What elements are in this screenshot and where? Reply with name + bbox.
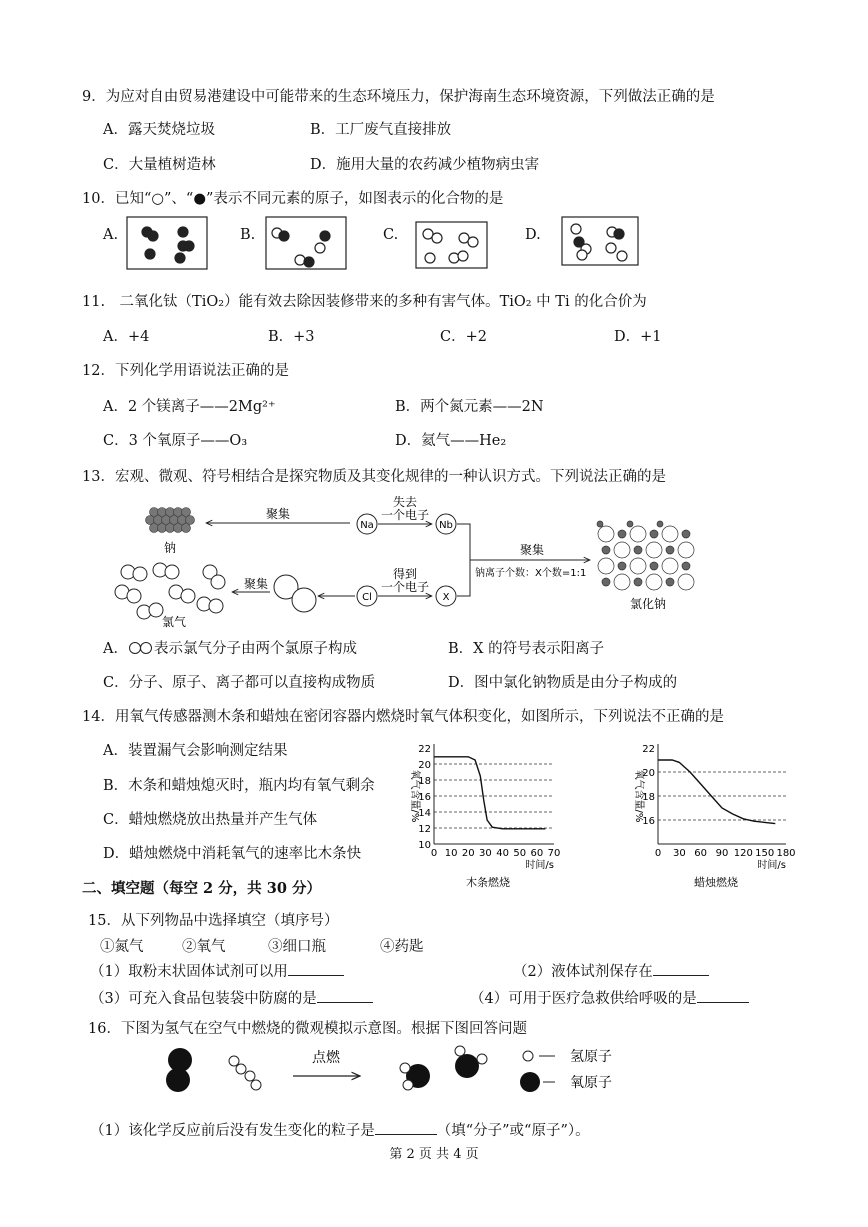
q16-answer-blank-1[interactable] (375, 1122, 437, 1135)
q15-item-4: ④药匙 (380, 939, 424, 955)
x-tick-label: 40 (496, 848, 509, 859)
q9-option-a: A．露天焚烧垃圾 (103, 122, 215, 138)
q12-option-d: D．氦气——He₂ (395, 433, 507, 449)
q11-option-d: D．+1 (614, 329, 662, 345)
label-nacl: 氯化钠 (629, 597, 667, 611)
q15-stem: 15．从下列物品中选择填空（填序号） (88, 913, 339, 929)
label-juji-2: 聚集 (243, 577, 269, 591)
y-axis-label: 氧气含量/% (633, 769, 644, 823)
q14-option-a: A．装置漏气会影响测定结果 (103, 743, 288, 759)
q13-option-b: B．X 的符号表示阳离子 (448, 641, 605, 657)
q15-part-3: （3）可充入食品包装袋中防腐的是 (90, 990, 373, 1008)
q14-option-c: C．蜡烛燃烧放出热量并产生气体 (103, 812, 318, 828)
q14-option-d: D．蜡烛燃烧中消耗氧气的速率比木条快 (103, 846, 362, 862)
y-tick-label: 20 (642, 768, 655, 779)
q10-label-c: C. (383, 227, 399, 243)
page-footer: 第 2 页 共 4 页 (389, 1147, 479, 1162)
q12-option-a: A．2 个镁离子——2Mg²⁺ (103, 399, 276, 415)
q16-stem: 16．下图为氢气在空气中燃烧的微观模拟示意图。根据下图回答问题 (88, 1021, 527, 1037)
x-tick-label: 60 (530, 848, 544, 859)
q13-option-a: A． 表示氯气分子由两个氯原子构成 (103, 641, 357, 657)
q16-reaction-diagram (150, 1040, 650, 1105)
q10-label-a: A. (103, 227, 119, 243)
x-tick-label: 10 (444, 848, 458, 859)
legend-h-icon (523, 1051, 533, 1061)
q12-stem: 12．下列化学用语说法正确的是 (82, 363, 289, 379)
q10-stem: 10．已知“○”、“●”表示不同元素的原子，如图表示的化合物的是 (82, 191, 504, 207)
q9-option-b: B．工厂废气直接排放 (310, 122, 452, 138)
x-tick-label: 120 (733, 848, 753, 859)
nacl-lattice (597, 521, 694, 590)
label-chlorine: 氯气 (161, 615, 187, 629)
label-na: Na (360, 520, 374, 531)
y-axis-label: 氧气含量/% (409, 769, 420, 823)
x-tick-label: 30 (672, 848, 686, 859)
chart-candle-combustion (628, 738, 803, 888)
chart-wood-combustion (398, 738, 568, 888)
label-juji-3: 聚集 (519, 543, 545, 557)
q15-part-1: （1）取粉末状固体试剂可以用 (90, 963, 344, 981)
label-shiqu-1: 失去 (392, 495, 418, 509)
x-tick-label: 150 (755, 848, 775, 859)
q11-option-a: A．+4 (103, 329, 150, 345)
q15-part-2: （2）液体试剂保存在 (513, 963, 709, 981)
x-axis-label: 时间/s (757, 860, 786, 871)
y-tick-label: 16 (418, 792, 431, 803)
q14-option-b: B．木条和蜡烛熄灭时，瓶内均有氧气剩余 (103, 778, 375, 794)
chlorine-gas (115, 563, 225, 619)
x-tick-label: 30 (479, 848, 492, 859)
label-shiqu-2: 一个电子 (380, 508, 430, 522)
y-tick-label: 22 (418, 744, 431, 755)
q16-part-1: （1）该化学反应前后没有发生变化的粒子是 （填“分子”或“原子”）。 (90, 1123, 590, 1139)
x-tick-label: 180 (776, 848, 796, 859)
y-tick-label: 16 (642, 816, 655, 827)
legend-o-icon (520, 1072, 540, 1092)
q13-option-c: C．分子、原子、离子都可以直接构成物质 (103, 675, 376, 691)
q11-stem: 11. 二氧化钛（TiO₂）能有效去除因装修带来的多种有害气体。TiO₂ 中 Ti 的化合价为 (82, 294, 647, 310)
q13-stem: 13．宏观、微观、符号相结合是探究物质及其变化规律的一种认识方式。下列说法正确的是 (82, 469, 666, 485)
q14-stem: 14．用氧气传感器测木条和蜡烛在密闭容器内燃烧时氧气体积变化，如图所示，下列说法不正确的是 (82, 709, 724, 725)
q13-diagram (100, 492, 800, 632)
x-tick-label: 90 (715, 848, 729, 859)
sodium-lattice (146, 508, 195, 533)
q15-answer-blank-4[interactable] (697, 990, 749, 1003)
q15-part-4: （4）可用于医疗急救供给呼吸的是 (470, 990, 749, 1008)
x-tick-label: 0 (654, 848, 662, 859)
label-na-ion: Nb (439, 520, 453, 531)
y-tick-label: 12 (418, 824, 431, 835)
chlorine-molecule-icon (128, 641, 154, 655)
label-x: X (442, 592, 450, 603)
y-tick-label: 18 (642, 792, 655, 803)
label-dianran: 点燃 (312, 1050, 340, 1066)
chart-title: 木条燃烧 (466, 876, 510, 888)
q9-option-c: C．大量植树造林 (103, 157, 216, 173)
q12-option-c: C．3 个氧原子——O₃ (103, 433, 248, 449)
y-tick-label: 14 (418, 808, 431, 819)
q13-option-d: D．图中氯化钠物质是由分子构成的 (448, 675, 678, 691)
legend-o: 氧原子 (570, 1075, 612, 1091)
q15-answer-blank-2[interactable] (653, 963, 709, 976)
x-axis-label: 时间/s (525, 860, 554, 871)
q12-option-b: B．两个氮元素——2N (395, 399, 544, 415)
series-line (434, 757, 545, 829)
x-tick-label: 70 (547, 848, 561, 859)
q10-particle-boxes (0, 0, 868, 280)
y-tick-label: 22 (642, 744, 655, 755)
chart-title: 蜡烛燃烧 (694, 876, 738, 888)
label-cl: Cl (362, 592, 372, 603)
x-tick-label: 20 (461, 848, 475, 859)
x-tick-label: 0 (430, 848, 438, 859)
q15-item-1: ①氮气 (100, 939, 144, 955)
q9-option-d: D．施用大量的农药减少植物病虫害 (310, 157, 540, 173)
label-ratio: 钠离子个数：X个数=1:1 (475, 568, 587, 579)
y-tick-label: 18 (418, 776, 431, 787)
x-tick-label: 60 (694, 848, 708, 859)
label-dedao-2: 一个电子 (380, 580, 430, 594)
q15-answer-blank-3[interactable] (317, 990, 373, 1003)
q9-stem: 9．为应对自由贸易港建设中可能带来的生态环境压力，保护海南生态环境资源，下列做法正确的是 (82, 89, 715, 105)
q10-label-b: B. (240, 227, 256, 243)
q11-option-c: C．+2 (440, 329, 487, 345)
label-juji-1: 聚集 (265, 507, 291, 521)
legend-h: 氢原子 (570, 1049, 612, 1065)
section-2-heading: 二、填空题（每空 2 分，共 30 分） (82, 880, 321, 897)
q15-item-3: ③细口瓶 (268, 939, 326, 955)
y-tick-label: 10 (418, 840, 431, 851)
label-dedao-1: 得到 (392, 567, 418, 581)
series-line (658, 760, 775, 824)
box-a (127, 217, 207, 269)
q15-answer-blank-1[interactable] (288, 963, 344, 976)
q15-item-2: ②氧气 (182, 939, 226, 955)
y-tick-label: 20 (418, 760, 431, 771)
label-sodium: 钠 (163, 541, 177, 555)
q11-option-b: B．+3 (268, 329, 315, 345)
q10-label-d: D. (525, 227, 541, 243)
x-tick-label: 50 (513, 848, 527, 859)
